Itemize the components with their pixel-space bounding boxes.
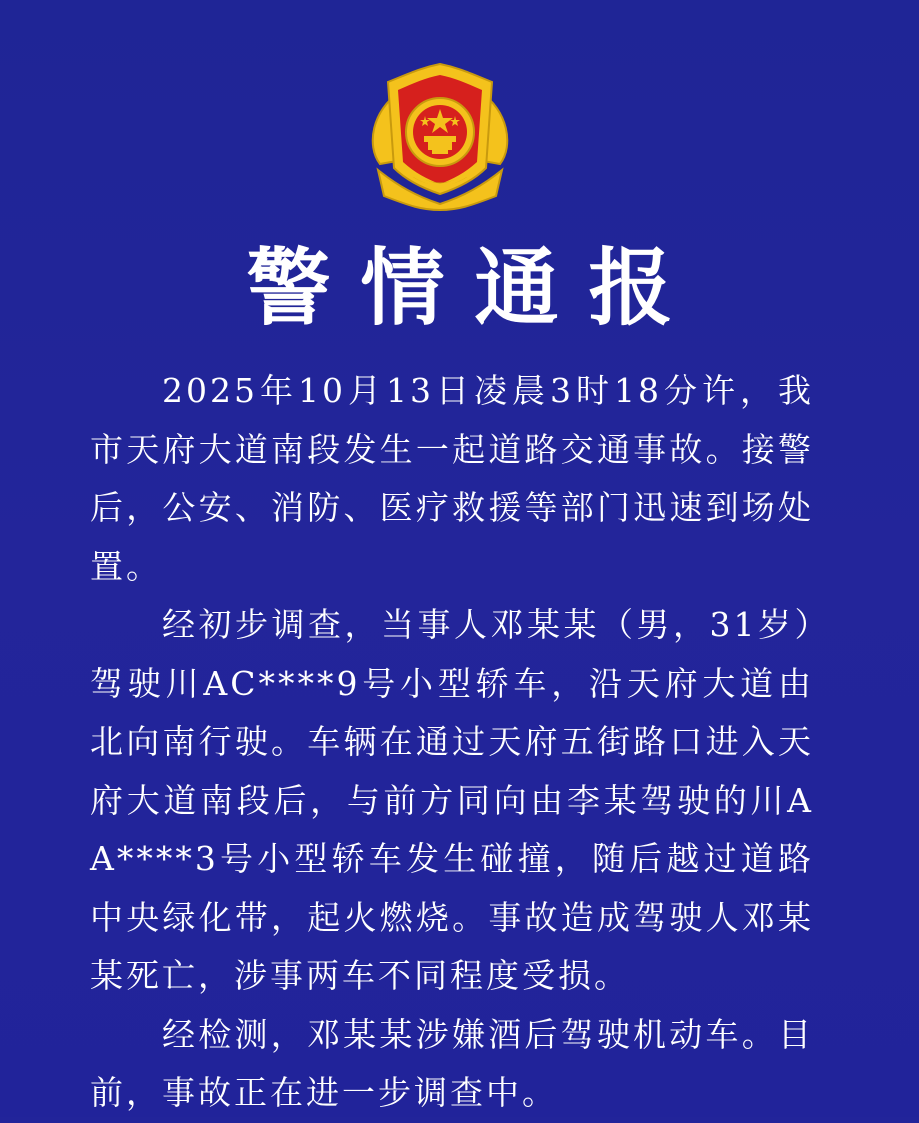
paragraph-1: 2025年10月13日凌晨3时18分许，我市天府大道南段发生一起道路交通事故。接警后，公安、消防、医疗救援等部门迅速到场处置。 (90, 371, 814, 586)
police-badge-icon (358, 58, 522, 212)
paragraph-3: 经检测，邓某某涉嫌酒后驾驶机动车。目前，事故正在进一步调查中。 (90, 1014, 814, 1112)
notice-body (90, 362, 814, 1123)
page-title: 警情通报 (246, 239, 703, 337)
paragraph-2: 经初步调查，当事人邓某某（男，31岁）驾驶川AC****9号小型轿车，沿天府大道由北向南行驶。车辆在通过天府五街路口进入天府大道南段后，与前方同向由李某驾驶的川AA****3号小型轿车发生碰撞，随后越过道路中央绿化带，起火燃烧。事故造成驾驶人邓某某死亡，涉事两车不同程度受损。 (90, 605, 814, 995)
